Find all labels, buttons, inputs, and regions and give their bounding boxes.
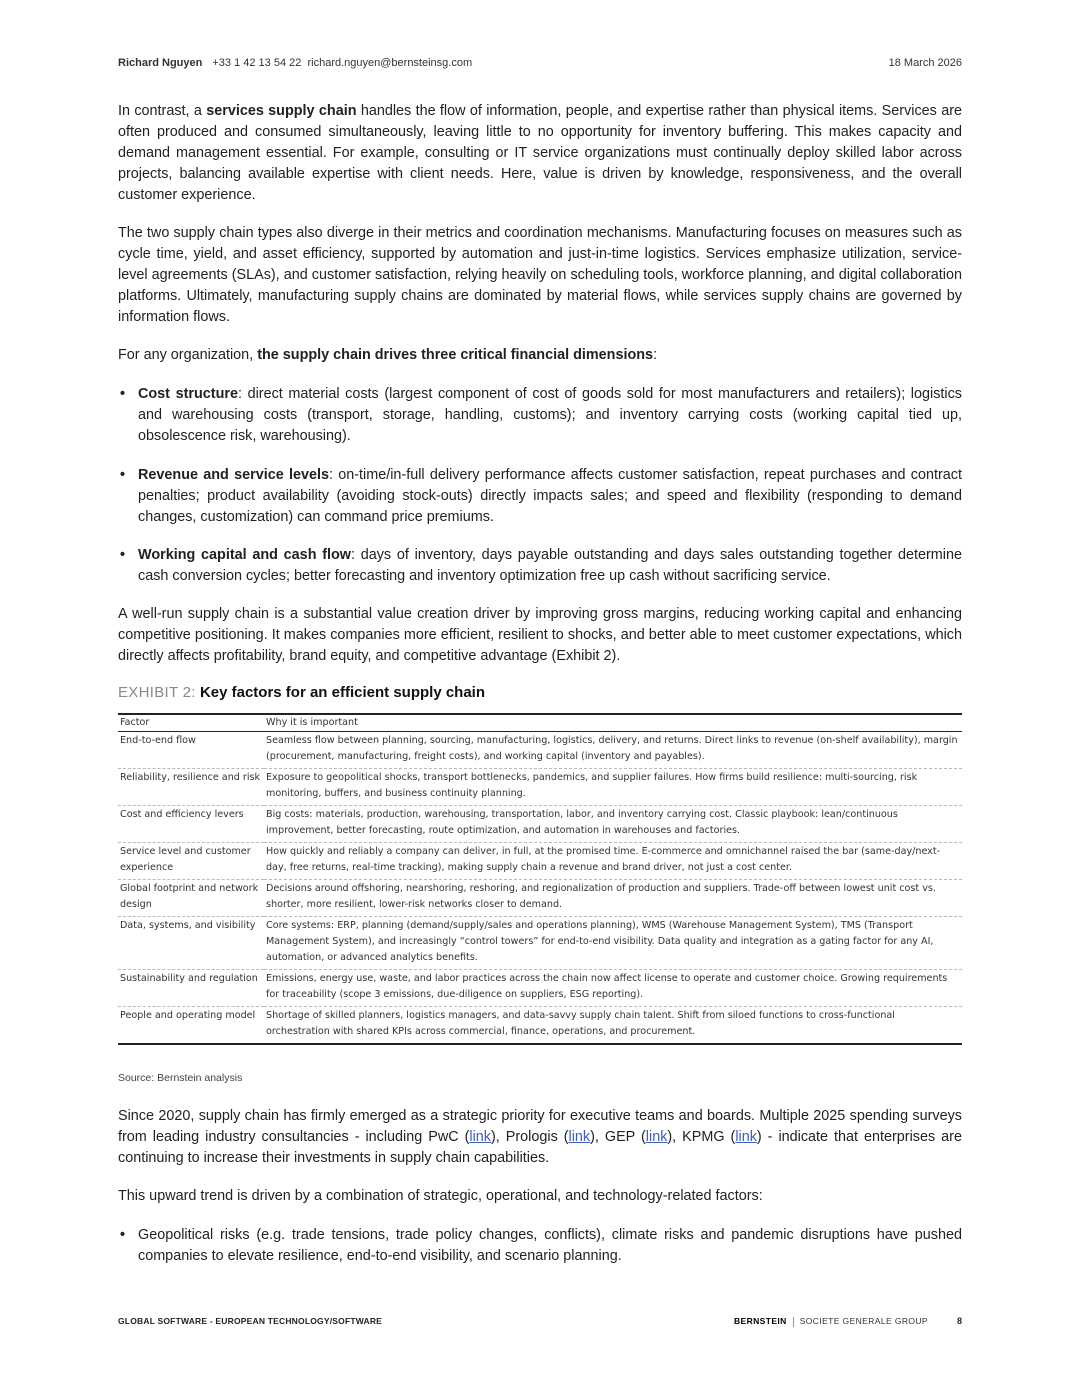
factor-cell: Data, systems, and visibility: [118, 917, 264, 970]
table-row: [118, 970, 962, 1007]
table-row: [118, 880, 962, 917]
bullet-list-trends: [118, 1225, 962, 1267]
paragraph-services-supply-chain: [118, 101, 962, 206]
paragraph-strategic-priority: [118, 1106, 962, 1169]
footer-brand: [734, 1316, 928, 1327]
list-item: [118, 384, 962, 447]
table-row: [118, 769, 962, 806]
author-name: Richard Nguyen: [118, 57, 203, 69]
why-cell: Decisions around offshoring, nearshoring, reshoring, and regionalization of production and suppliers. Trade-off between lowest unit cost vs. shorter, more resilient, lower-risk networks closer to demand.: [264, 880, 962, 917]
prologis-link[interactable]: link: [568, 1129, 591, 1145]
list-item: [118, 545, 962, 587]
p3-text-a: For any organization,: [118, 347, 258, 363]
paragraph-metrics: [118, 223, 962, 328]
factor-cell: End-to-end flow: [118, 732, 264, 769]
p5-text-e: ) - indicate that enterprises are continuing to increase their investments in supply chain capabilities.: [118, 1129, 962, 1166]
exhibit-source: Source: Bernstein analysis: [118, 1072, 243, 1084]
bullet-bold: Cost structure: [138, 386, 238, 402]
p1-bold: services supply chain: [206, 103, 357, 119]
brand-divider: [793, 1317, 794, 1327]
why-cell: Exposure to geopolitical shocks, transport bottlenecks, pandemics, and supplier failures. How firms build resilience: multi-sourcing, risk monitoring, buffers, and business continuity planning.: [264, 769, 962, 806]
page-header: [118, 57, 962, 73]
list-item: • Geopolitical risks (e.g. trade tensions, trade policy changes, conflicts), climate risks and pandemic disruptions have pushed companies to elevate resilience, end-to-end visibility, and scenario planning.: [118, 1225, 962, 1267]
p5-text-c: ), GEP (: [590, 1129, 646, 1145]
brand-group: SOCIETE GENERALE GROUP: [799, 1316, 928, 1326]
factor-cell: Global footprint and network design: [118, 880, 264, 917]
bullet-text: : days of inventory, days payable outstanding and days sales outstanding together determine cash conversion cycles; better forecasting and inventory optimization free up cash without sacrificing service.: [138, 547, 962, 584]
footer-section: GLOBAL SOFTWARE - EUROPEAN TECHNOLOGY/SOFTWARE: [118, 1316, 383, 1326]
p1-text-a: In contrast, a: [118, 103, 207, 119]
table-row: [118, 806, 962, 843]
bullet-bold: Working capital and cash flow: [138, 547, 351, 563]
author-contact: [118, 57, 472, 69]
author-email[interactable]: richard.nguyen@bernsteinsg.com: [307, 57, 473, 69]
p5-text-b: ), Prologis (: [491, 1129, 569, 1145]
bullet-list-dimensions-2: [118, 465, 962, 528]
bullet-list-dimensions: [118, 384, 962, 447]
page-footer: [118, 1316, 962, 1332]
exhibit-table: [118, 713, 962, 1045]
page-number: 8: [956, 1316, 962, 1326]
p3-text-c: :: [653, 347, 658, 363]
why-cell: Core systems: ERP, planning (demand/supply/sales and operations planning), WMS (Warehouse Management System), TMS (Transport Management System), and increasingly “control towers” for end-to-end visibility. Data quality and integration as a gating factor for any AI, automation, or advanced analytics benefits.: [264, 917, 962, 970]
author-phone: +33 1 42 13 54 22: [212, 57, 302, 69]
column-header-factor: Factor: [118, 714, 264, 732]
p2-text: The two supply chain types also diverge in their metrics and coordination mechanisms. Manufacturing focuses on measures such as cycle time, yield, and asset efficiency, supported by automation and just-in-time logistics. Services emphasize utilization, service-level agreements (SLAs), and customer satisfaction, relying heavily on scheduling tools, workforce planning, and digital collaboration platforms. Ultimately, manufacturing supply chains are dominated by material flows, while services supply chains are governed by information flows.: [118, 225, 962, 325]
exhibit-heading: Key factors for an efficient supply chain: [199, 684, 486, 701]
list-item: [118, 465, 962, 528]
why-cell: Seamless flow between planning, sourcing, manufacturing, logistics, delivery, and returns. Direct links to revenue (on-shelf availability), margin (procurement, manufacturing, freight costs), and working capital (inventory and payables).: [264, 732, 962, 769]
p5-text-d: ), KPMG (: [667, 1129, 736, 1145]
paragraph-value-creation: [118, 604, 962, 667]
factor-cell: Service level and customer experience: [118, 843, 264, 880]
factor-cell: Reliability, resilience and risk: [118, 769, 264, 806]
why-cell: Emissions, energy use, waste, and labor practices across the chain now affect license to operate and customer choice. Growing requirements for traceability (scope 3 emissions, due-diligence on suppliers, ESG reporting).: [264, 970, 962, 1007]
report-date: 18 March 2026: [888, 57, 962, 69]
p6-text: This upward trend is driven by a combination of strategic, operational, and technology-related factors:: [118, 1188, 763, 1204]
paragraph-upward-trend: [118, 1186, 962, 1207]
table-row: [118, 732, 962, 769]
table-row: [118, 917, 962, 970]
kpmg-link[interactable]: link: [735, 1129, 757, 1145]
bullet-text: : direct material costs (largest component of cost of goods sold for most manufacturers and retailers); logistics and warehousing costs (transport, storage, handling, customs); and inventory carrying costs (working capital tied up, obsolescence risk, warehousing).: [138, 386, 962, 444]
brand-logo: BERNSTEIN: [733, 1316, 787, 1326]
table-row: [118, 843, 962, 880]
factor-cell: Sustainability and regulation: [118, 970, 264, 1007]
p4-text: A well-run supply chain is a substantial value creation driver by improving gross margins, reducing working capital and enhancing competitive positioning. It makes companies more efficient, resilient to shocks, and better able to meet customer expectations, which directly affects profitability, brand equity, and competitive advantage (Exhibit 2).: [118, 606, 962, 664]
why-cell: How quickly and reliably a company can deliver, in full, at the promised time. E-commerce and omnichannel raised the bar (same-day/next-day, free returns, real-time tracking), making supply chain a revenue and brand driver, not just a cost center.: [264, 843, 962, 880]
gep-link[interactable]: link: [645, 1129, 668, 1145]
why-cell: Big costs: materials, production, warehousing, transportation, labor, and inventory carrying cost. Classic playbook: lean/continuous improvement, better forecasting, route optimization, and automation in warehouses and factories.: [264, 806, 962, 843]
column-header-why: Why it is important: [264, 714, 962, 732]
bullet-text: : on-time/in-full delivery performance affects customer satisfaction, repeat purchases and contract penalties; product availability (avoiding stock-outs) directly impacts sales; and speed and flexibility (responding to demand changes, customization) can command price premiums.: [138, 467, 963, 525]
p1-text-c: handles the flow of information, people, and expertise rather than physical items. Services are often produced and consumed simultaneously, leaving little to no opportunity for inventory buffering. This makes capacity and demand management essential. For example, consulting or IT service organizations must continually deploy skilled labor across projects, balancing available expertise with client needs. Here, value is driven by knowledge, responsiveness, and the overall customer experience.: [118, 103, 963, 203]
factor-cell: People and operating model: [118, 1007, 264, 1045]
exhibit-label: EXHIBIT 2:: [118, 684, 196, 701]
exhibit-title: [118, 684, 485, 701]
table-row: [118, 1007, 962, 1045]
p3-bold: the supply chain drives three critical financial dimensions: [257, 347, 654, 363]
factor-cell: Cost and efficiency levers: [118, 806, 264, 843]
bullet-bold: Revenue and service levels: [138, 467, 329, 483]
why-cell: Shortage of skilled planners, logistics managers, and data-savvy supply chain talent. Shift from siloed functions to cross-functional orchestration with shared KPIs across commercial, finance, operations, and procurement.: [264, 1007, 962, 1045]
table-header-row: [118, 714, 962, 732]
pwc-link[interactable]: link: [469, 1129, 491, 1145]
p5-text-a: Since 2020, supply chain has firmly emerged as a strategic priority for executive teams and boards. Multiple 2025 spending surveys from leading industry consultancies - including PwC (: [118, 1108, 962, 1145]
bullet-list-dimensions-3: [118, 545, 962, 587]
paragraph-financial-dimensions: [118, 345, 962, 366]
